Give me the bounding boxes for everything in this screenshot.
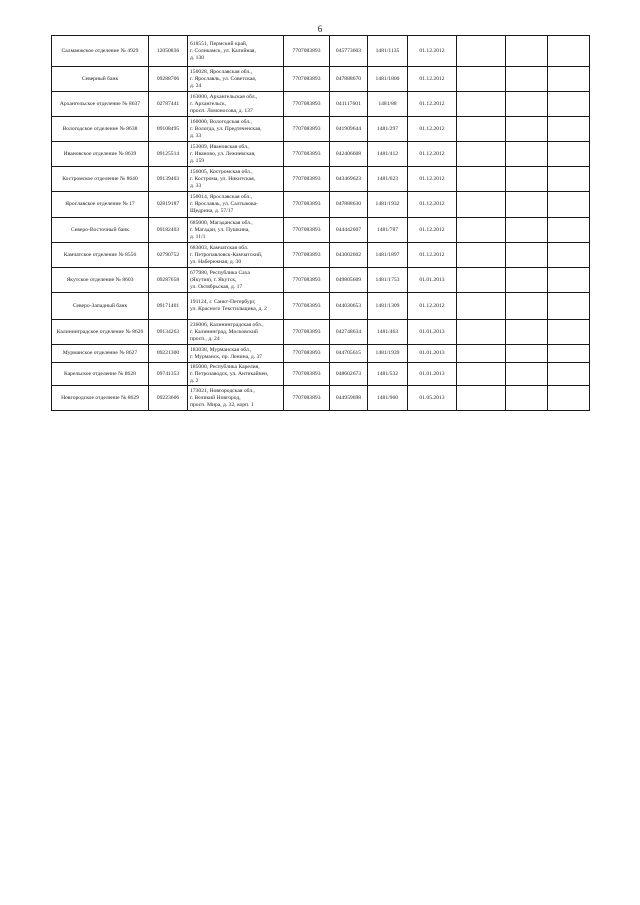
address-line: д. 33: [190, 182, 202, 189]
bik-cell: 047888670: [330, 67, 368, 92]
address-line: 163000, Архангельская обл.,: [190, 93, 258, 100]
inn-cell: 7707083893: [284, 142, 330, 167]
empty-cell: [506, 117, 548, 142]
address-line: г. Иваново, ул. Лежневская,: [190, 150, 256, 157]
date-cell: 01.12.2012: [408, 293, 457, 320]
inn-cell: 7707083893: [284, 92, 330, 117]
okpo-code-cell: 09125514: [149, 142, 188, 167]
address-line: 191124, г. Санкт-Петербург,: [190, 299, 256, 305]
address-line: просп., д. 24: [190, 335, 220, 342]
address-line: г. Петрозаводск, ул. Антикайнен,: [190, 370, 269, 377]
registration-number-cell: 1481/1897: [368, 243, 408, 268]
empty-cell: [457, 117, 506, 142]
empty-cell: [457, 320, 506, 345]
empty-cell: [457, 192, 506, 218]
registration-number-cell: 1481/1939: [368, 345, 408, 363]
address-cell: [188, 218, 284, 243]
registration-number-cell: 1481/1135: [368, 36, 408, 67]
table-row: [52, 192, 590, 218]
empty-cell: [506, 345, 548, 363]
empty-cell: [506, 268, 548, 293]
bik-cell: 043002602: [330, 243, 368, 268]
table-row: [52, 386, 590, 411]
inn-cell: 7707083893: [284, 192, 330, 218]
okpo-code-cell: 09221300: [149, 345, 188, 363]
empty-cell: [548, 142, 590, 167]
address-line: ул. Октябрьская, д. 17: [190, 283, 243, 290]
empty-cell: [457, 36, 506, 67]
address-cell: [188, 36, 284, 67]
empty-cell: [457, 293, 506, 320]
empty-cell: [457, 167, 506, 192]
bik-cell: 042748634: [330, 320, 368, 345]
address-line: 685000, Магаданская обл.,: [190, 219, 253, 226]
bik-cell: 045773603: [330, 36, 368, 67]
inn-cell: 7707083893: [284, 67, 330, 92]
address-cell: [188, 92, 284, 117]
date-cell: 01.12.2012: [408, 218, 457, 243]
branch-name-cell: Салманжское отделение № 4929: [52, 36, 149, 67]
address-line: д. 11/1: [190, 233, 206, 240]
address-line: г. Магадан, ул. Пушкина,: [190, 226, 250, 233]
address-line: д. 2: [190, 377, 199, 384]
okpo-code-cell: 09741353: [149, 363, 188, 386]
empty-cell: [548, 386, 590, 411]
okpo-code-cell: 09182403: [149, 218, 188, 243]
branch-name-cell: Северо-Западный банк: [52, 293, 149, 320]
address-line: д. 159: [190, 157, 205, 164]
branch-name-cell: Мурманское отделение № 8627: [52, 345, 149, 363]
okpo-code-cell: 02787441: [149, 92, 188, 117]
address-line: 677980, Республика Саха: [190, 269, 250, 276]
empty-cell: [506, 243, 548, 268]
date-cell: 01.01.2013: [408, 345, 457, 363]
address-line: г. Мурманск, пр. Ленина, д. 37: [190, 353, 263, 360]
empty-cell: [506, 36, 548, 67]
date-cell: 01.12.2012: [408, 36, 457, 67]
okpo-code-cell: 09287658: [149, 268, 188, 293]
branch-name-cell: Камчатское отделение № 8556: [52, 243, 149, 268]
bik-cell: 049805609: [330, 268, 368, 293]
okpo-code-cell: 09134263: [149, 320, 188, 345]
date-cell: 01.12.2012: [408, 243, 457, 268]
empty-cell: [457, 142, 506, 167]
empty-cell: [457, 218, 506, 243]
address-line: г. Ярославль, ул. Салтыкова-: [190, 201, 258, 207]
address-line: 160000, Вологодская обл.,: [190, 118, 252, 125]
date-cell: 01.01.2013: [408, 363, 457, 386]
okpo-code-cell: 09288706: [149, 67, 188, 92]
bik-cell: 042406608: [330, 142, 368, 167]
empty-cell: [548, 268, 590, 293]
empty-cell: [506, 320, 548, 345]
inn-cell: 7707083893: [284, 386, 330, 411]
address-line: г. Вологда, ул. Предтеченская,: [190, 125, 262, 132]
empty-cell: [457, 345, 506, 363]
address-line: д. 34: [190, 82, 202, 89]
date-cell: 01.12.2012: [408, 192, 457, 218]
address-line: г. Калининград, Московский: [190, 328, 258, 335]
inn-cell: 7707083893: [284, 36, 330, 67]
empty-cell: [548, 293, 590, 320]
registration-number-cell: 1481/412: [368, 142, 408, 167]
empty-cell: [506, 386, 548, 411]
branch-name-cell: Северный банк: [52, 67, 149, 92]
empty-cell: [548, 320, 590, 345]
okpo-code-cell: 02819187: [149, 192, 188, 218]
address-cell: [188, 345, 284, 363]
bik-cell: 043469623: [330, 167, 368, 192]
branch-name-cell: Архангельское отделение № 8637: [52, 92, 149, 117]
registration-number-cell: 1481/463: [368, 320, 408, 345]
branch-name-cell: Калининградское отделение № 8626: [52, 320, 149, 345]
bik-cell: 044442607: [330, 218, 368, 243]
address-line: 683003, Камчатская обл.: [190, 244, 249, 251]
address-cell: [188, 192, 284, 218]
date-cell: 01.01.2013: [408, 320, 457, 345]
inn-cell: 7707083893: [284, 117, 330, 142]
date-cell: 01.12.2012: [408, 67, 457, 92]
date-cell: 01.12.2012: [408, 167, 457, 192]
address-line: 183038, Мурманская обл.,: [190, 346, 252, 353]
address-line: (Якутия), г. Якутск,: [190, 276, 237, 283]
address-line: 236006, Калининградская обл.,: [190, 321, 264, 328]
empty-cell: [506, 92, 548, 117]
registration-number-cell: 1481/88: [368, 92, 408, 117]
table-row: [52, 117, 590, 142]
address-line: г. Соликамск, ул. Калийная,: [190, 47, 256, 54]
okpo-code-cell: 09139403: [149, 167, 188, 192]
address-line: г. Петропавловск-Камчатский,: [190, 251, 263, 258]
address-line: д. 130: [190, 54, 205, 61]
inn-cell: 7707083893: [284, 363, 330, 386]
empty-cell: [548, 167, 590, 192]
empty-cell: [457, 92, 506, 117]
address-cell: [188, 320, 284, 345]
empty-cell: [457, 363, 506, 386]
empty-cell: [506, 293, 548, 320]
address-cell: [188, 268, 284, 293]
branch-name-cell: Ярославское отделение № 17: [52, 192, 149, 218]
okpo-code-cell: 09171401: [149, 293, 188, 320]
table-row: [52, 243, 590, 268]
address-cell: [188, 167, 284, 192]
empty-cell: [548, 243, 590, 268]
table-row: [52, 167, 590, 192]
address-line: г. Архангельск,: [190, 100, 227, 107]
empty-cell: [548, 67, 590, 92]
empty-cell: [506, 167, 548, 192]
registration-number-cell: 1481/297: [368, 117, 408, 142]
registration-number-cell: 1481/1800: [368, 67, 408, 92]
table-row: [52, 293, 590, 320]
table-row: [52, 218, 590, 243]
address-line: Щедрина, д. 57/17: [190, 208, 234, 214]
table-row: [52, 67, 590, 92]
page-number: 6: [317, 24, 323, 34]
inn-cell: 7707083893: [284, 293, 330, 320]
branch-name-cell: Ивановское отделение № 8639: [52, 142, 149, 167]
registration-number-cell: 1481/1753: [368, 268, 408, 293]
table-row: [52, 92, 590, 117]
okpo-code-cell: 12050836: [149, 36, 188, 67]
empty-cell: [548, 92, 590, 117]
bik-cell: 044705615: [330, 345, 368, 363]
address-line: д. 33: [190, 132, 202, 139]
table-body: [52, 36, 590, 411]
empty-cell: [548, 363, 590, 386]
address-line: г. Великий Новгород,: [190, 394, 241, 401]
empty-cell: [506, 142, 548, 167]
empty-cell: [548, 117, 590, 142]
empty-cell: [506, 218, 548, 243]
registration-number-cell: 1481/1309: [368, 293, 408, 320]
branch-name-cell: Карельское отделение № 8628: [52, 363, 149, 386]
address-cell: [188, 117, 284, 142]
empty-cell: [548, 192, 590, 218]
registration-number-cell: 1481/623: [368, 167, 408, 192]
branch-name-cell: Костромское отделение № 8640: [52, 167, 149, 192]
address-cell: [188, 142, 284, 167]
bik-cell: 041909644: [330, 117, 368, 142]
empty-cell: [548, 218, 590, 243]
table-row: [52, 36, 590, 67]
bik-cell: 044030653: [330, 293, 368, 320]
empty-cell: [457, 386, 506, 411]
inn-cell: 7707083893: [284, 320, 330, 345]
empty-cell: [457, 243, 506, 268]
address-line: 153009, Ивановская обл.,: [190, 143, 250, 150]
registration-number-cell: 1481/1932: [368, 192, 408, 218]
table-row: [52, 345, 590, 363]
okpo-code-cell: 02790752: [149, 243, 188, 268]
date-cell: 01.01.2013: [408, 268, 457, 293]
address-line: ул. Набережная, д. 30: [190, 258, 242, 265]
empty-cell: [506, 192, 548, 218]
branch-name-cell: Вологодское отделение № 8638: [52, 117, 149, 142]
registration-number-cell: 1481/960: [368, 386, 408, 411]
empty-cell: [457, 67, 506, 92]
inn-cell: 7707083893: [284, 167, 330, 192]
empty-cell: [548, 345, 590, 363]
date-cell: 01.05.2013: [408, 386, 457, 411]
address-line: просп. Ломоносова, д. 137: [190, 107, 253, 114]
bik-cell: 044959698: [330, 386, 368, 411]
registry-table: [51, 35, 590, 411]
okpo-code-cell: 09223606: [149, 386, 188, 411]
okpo-code-cell: 09108495: [149, 117, 188, 142]
inn-cell: 7707083893: [284, 268, 330, 293]
empty-cell: [457, 268, 506, 293]
inn-cell: 7707083893: [284, 345, 330, 363]
bik-cell: 047888630: [330, 192, 368, 218]
branch-name-cell: Северо-Восточный банк: [52, 218, 149, 243]
address-line: 156005, Костромская обл.,: [190, 168, 253, 175]
date-cell: 01.12.2012: [408, 117, 457, 142]
inn-cell: 7707083893: [284, 218, 330, 243]
inn-cell: 7707083893: [284, 243, 330, 268]
address-line: 618551, Пермский край,: [190, 40, 248, 47]
empty-cell: [548, 36, 590, 67]
address-line: 150028, Ярославская обл.,: [190, 68, 253, 75]
empty-cell: [506, 67, 548, 92]
table-row: [52, 142, 590, 167]
table-row: [52, 268, 590, 293]
address-cell: [188, 293, 284, 320]
branch-name-cell: Новгородское отделение № 8629: [52, 386, 149, 411]
date-cell: 01.12.2012: [408, 92, 457, 117]
date-cell: 01.12.2012: [408, 142, 457, 167]
address-line: 150014, Ярославская обл.,: [190, 194, 253, 200]
bik-cell: 048602673: [330, 363, 368, 386]
registration-number-cell: 1481/787: [368, 218, 408, 243]
table-row: [52, 363, 590, 386]
address-cell: [188, 363, 284, 386]
address-cell: [188, 243, 284, 268]
address-cell: [188, 67, 284, 92]
empty-cell: [506, 363, 548, 386]
address-line: ул. Красного Текстильщика, д. 2: [190, 306, 267, 312]
address-line: 185000, Республика Карелия,: [190, 363, 260, 370]
registration-number-cell: 1481/532: [368, 363, 408, 386]
bik-cell: 041117601: [330, 92, 368, 117]
address-line: г. Ярославль, ул. Советская,: [190, 75, 257, 82]
table-row: [52, 320, 590, 345]
address-line: просп. Мира, д. 32, корп. 1: [190, 401, 254, 408]
address-line: г. Кострома, ул. Никитская,: [190, 175, 256, 182]
address-line: 173021, Новгородская обл.,: [190, 387, 255, 394]
branch-name-cell: Якутское отделение № 8603: [52, 268, 149, 293]
address-cell: [188, 386, 284, 411]
